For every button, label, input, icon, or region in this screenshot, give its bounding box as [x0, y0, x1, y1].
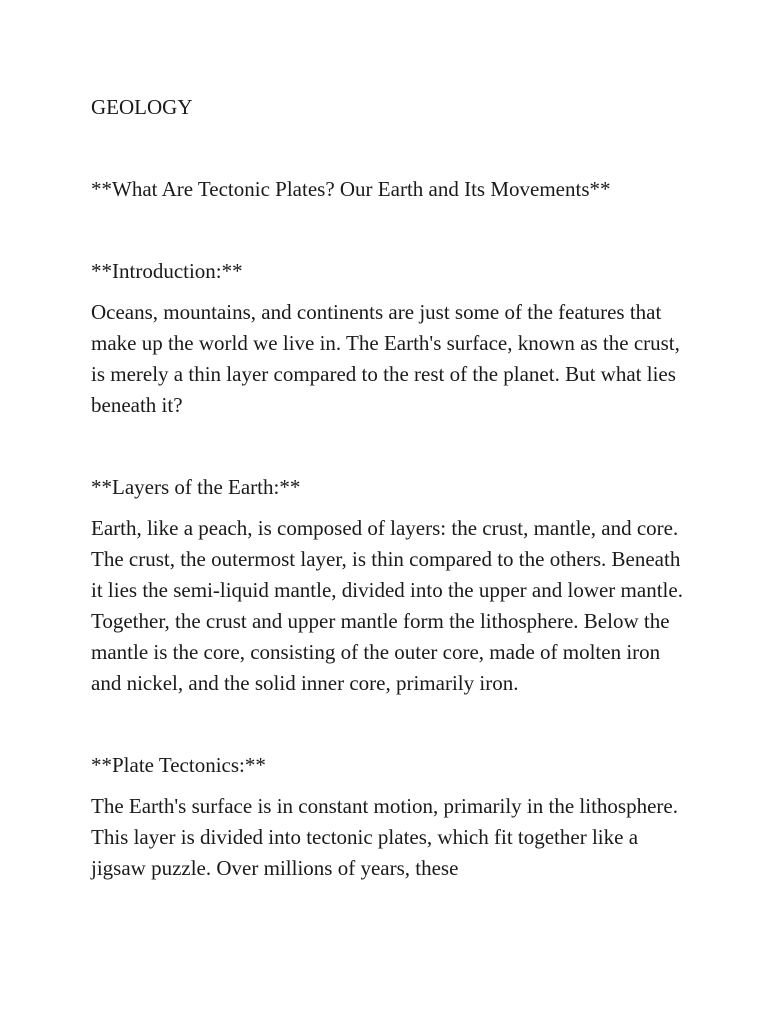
- section-heading: **Introduction:**: [91, 259, 243, 283]
- section-plate-tectonics: [91, 750, 691, 884]
- document-title: **What Are Tectonic Plates? Our Earth and Its Movements**: [91, 177, 611, 201]
- section-body: Earth, like a peach, is composed of layers: the crust, mantle, and core. The crust, the outermost layer, is thin compared to the others. Beneath it lies the semi-liquid mantle, divided into the upper and lower mantle. Together, the crust and upper mantle form the lithosphere. Below the mantle is the core, consisting of the outer core, made of molten iron and nickel, and the solid inner core, primarily iron.: [91, 516, 683, 695]
- section-introduction: [91, 256, 691, 421]
- document-category: GEOLOGY: [91, 95, 193, 119]
- section-heading: **Plate Tectonics:**: [91, 753, 266, 777]
- section-heading: **Layers of the Earth:**: [91, 475, 301, 499]
- section-body: The Earth's surface is in constant motion, primarily in the lithosphere. This layer is divided into tectonic plates, which fit together like a jigsaw puzzle. Over millions of years, these: [91, 794, 678, 880]
- section-layers-of-the-earth: [91, 472, 691, 699]
- document-content: [91, 92, 691, 935]
- section-body: Oceans, mountains, and continents are just some of the features that make up the world we live in. The Earth's surface, known as the crust, is merely a thin layer compared to the rest of the planet. But what lies beneath it?: [91, 300, 680, 417]
